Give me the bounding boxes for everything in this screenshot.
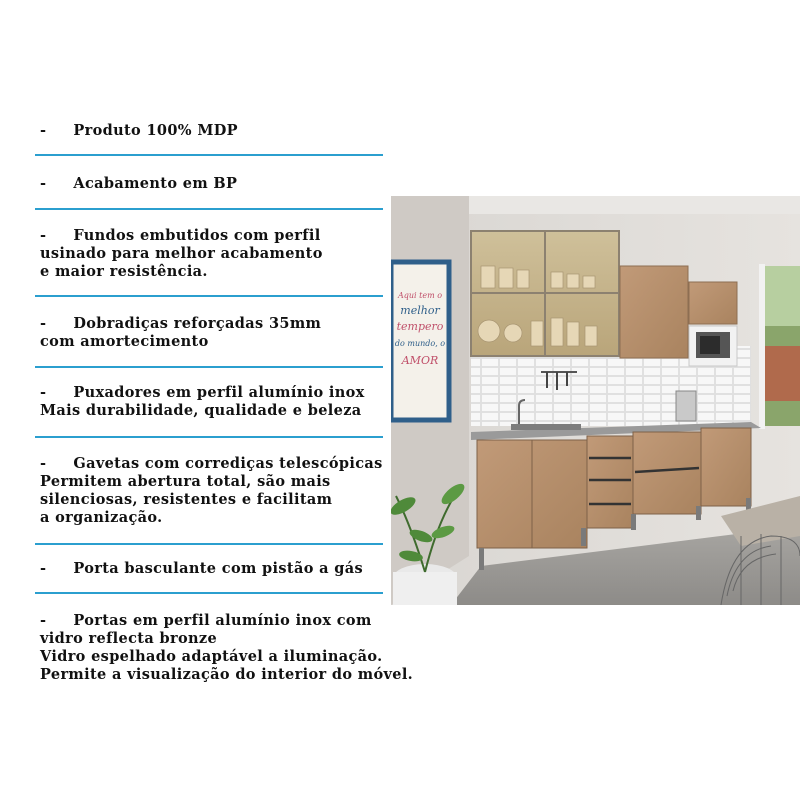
feature-item	[40, 315, 420, 351]
base-cabinet	[701, 428, 751, 506]
divider	[35, 366, 383, 368]
feature-item	[40, 175, 420, 193]
upper-cabinet	[689, 282, 737, 324]
poster-line: Aqui tem o	[397, 291, 443, 300]
poster-line: do mundo, o	[394, 339, 446, 348]
feature-item	[40, 455, 420, 527]
feature-line: Vidro espelhado adaptável a iluminação.	[40, 648, 383, 665]
feature-line: Permite a visualização do interior do móvel.	[40, 666, 414, 683]
feature-item	[40, 612, 420, 684]
divider	[35, 154, 383, 156]
feature-line: - Porta basculante com pistão a gás	[40, 560, 364, 577]
feature-line: a organização.	[40, 509, 163, 526]
divider	[35, 436, 383, 438]
feature-line: - Dobradiças reforçadas 35mm	[40, 315, 322, 332]
feature-line: - Fundos embutidos com perfil	[40, 227, 321, 244]
base-cabinet	[633, 432, 701, 514]
feature-line: usinado para melhor acabamento	[40, 245, 323, 262]
feature-item	[40, 384, 420, 420]
feature-line: - Portas em perfil alumínio inox com	[40, 612, 372, 629]
divider	[35, 592, 383, 594]
feature-line: Permitem abertura total, são mais	[40, 473, 331, 490]
feature-line: - Produto 100% MDP	[40, 122, 238, 139]
poster-line: melhor	[400, 304, 440, 317]
poster-line: tempero	[396, 320, 444, 333]
feature-line: vidro reflecta bronze	[40, 630, 218, 647]
coffee-machine	[676, 391, 696, 421]
feature-line: silenciosas, resistentes e facilitam	[40, 491, 333, 508]
feature-item	[40, 560, 420, 578]
kitchen-photo	[391, 196, 800, 605]
poster-line: AMOR	[401, 354, 439, 367]
feature-line: Mais durabilidade, qualidade e beleza	[40, 402, 362, 419]
feature-line: - Puxadores em perfil alumínio inox	[40, 384, 365, 401]
feature-line: com amortecimento	[40, 333, 209, 350]
ceiling	[469, 196, 800, 214]
divider	[35, 543, 383, 545]
feature-item	[40, 227, 420, 281]
kitchen-illustration	[391, 196, 800, 605]
divider	[35, 208, 383, 210]
feature-line: - Acabamento em BP	[40, 175, 238, 192]
feature-item	[40, 122, 420, 140]
feature-line: e maior resistência.	[40, 263, 208, 280]
feature-line: - Gavetas com corrediças telescópicas	[40, 455, 383, 472]
divider	[35, 295, 383, 297]
drawer-stack	[587, 436, 633, 528]
upper-cabinet	[620, 266, 688, 358]
sink	[511, 424, 581, 430]
